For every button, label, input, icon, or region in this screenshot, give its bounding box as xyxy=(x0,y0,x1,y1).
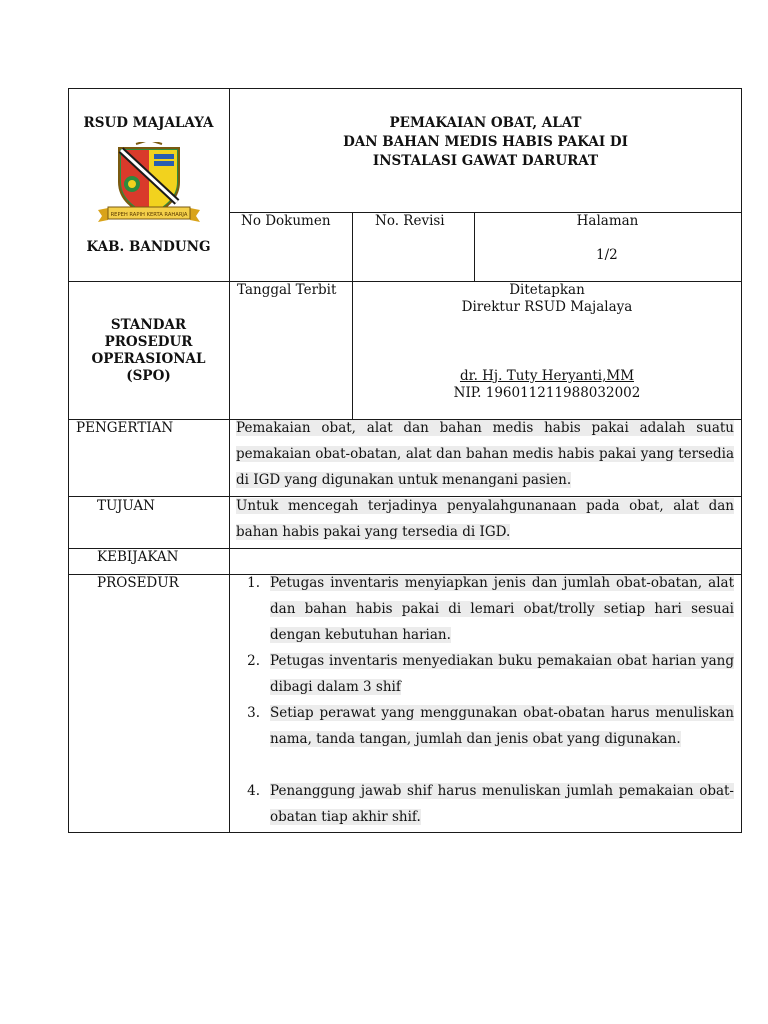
signer-nip: NIP. 196011211988032002 xyxy=(453,385,641,401)
spo-label-line-4: (SPO) xyxy=(126,368,171,384)
prosedur-label: PROSEDUR xyxy=(97,575,179,591)
prosedur-item-text: Petugas inventaris menyediakan buku pemakaian obat harian yang dibagi dalam 3 shif xyxy=(270,653,734,695)
document-title-line-2: DAN BAHAN MEDIS HABIS PAKAI DI xyxy=(343,134,628,150)
prosedur-item-text: Petugas inventaris menyiapkan jenis dan jumlah obat-obatan, alat dan bahan habis pakai di lemari obat/trolly setiap hari sesuai dengan kebutuhan harian. xyxy=(270,575,734,643)
prosedur-item-4 xyxy=(238,778,734,830)
border-top xyxy=(68,88,742,89)
spo-label-line-2: PROSEDUR xyxy=(104,334,193,350)
regency-name: KAB. BANDUNG xyxy=(86,239,211,255)
pengertian-label: PENGERTIAN xyxy=(76,420,174,436)
prosedur-item-1 xyxy=(238,570,734,648)
document-title-line-3: INSTALASI GAWAT DARURAT xyxy=(372,153,599,169)
spo-document xyxy=(68,88,742,833)
column-divider xyxy=(229,88,230,833)
border-right xyxy=(741,88,742,833)
spo-label-line-1: STANDAR xyxy=(110,317,187,333)
spo-label-line-3: OPERASIONAL xyxy=(91,351,206,367)
prosedur-item-number: 3. xyxy=(247,705,260,721)
prosedur-item-number: 4. xyxy=(247,783,260,799)
ditetapkan-label: Ditetapkan xyxy=(509,282,585,298)
no-dokumen-label: No Dokumen xyxy=(241,213,331,229)
pengertian-text xyxy=(236,415,734,493)
prosedur-item-number: 1. xyxy=(247,575,260,591)
kebijakan-label: KEBIJAKAN xyxy=(97,549,179,565)
halaman-value: 1/2 xyxy=(596,247,618,263)
prosedur-item-number: 2. xyxy=(247,653,260,669)
prosedur-item-2 xyxy=(238,648,734,700)
tanggal-terbit-label: Tanggal Terbit xyxy=(237,282,337,298)
tujuan-text xyxy=(236,493,734,545)
signer-name: dr. Hj. Tuty Heryanti,MM xyxy=(459,368,635,384)
tujuan-label: TUJUAN xyxy=(97,498,155,514)
direktur-title: Direktur RSUD Majalaya xyxy=(461,299,633,315)
prosedur-item-text: Setiap perawat yang menggunakan obat-obatan harus menuliskan nama, tanda tangan, jumlah dan jenis obat yang digunakan. xyxy=(270,705,734,747)
no-revisi-label: No. Revisi xyxy=(375,213,445,229)
border-bottom xyxy=(68,832,742,833)
pengertian-text-content: Pemakaian obat, alat dan bahan medis habis pakai adalah suatu pemakaian obat-obatan, alat dan bahan medis habis pakai yang tersedia di IGD yang digunakan untuk menangani pasien. xyxy=(236,420,734,488)
prosedur-item-3 xyxy=(238,700,734,778)
hospital-name: RSUD MAJALAYA xyxy=(83,115,214,131)
tujuan-text-content: Untuk mencegah terjadinya penyalahgunanaan pada obat, alat dan bahan habis pakai yang tersedia di IGD. xyxy=(236,498,734,540)
border-left xyxy=(68,88,69,833)
document-title-line-1: PEMAKAIAN OBAT, ALAT xyxy=(389,115,582,131)
emblem-motto: REPEH RAPIH KERTA RAHARJA xyxy=(110,212,188,218)
kabupaten-bandung-emblem xyxy=(96,142,202,224)
halaman-label: Halaman xyxy=(576,213,639,229)
prosedur-item-text: Penanggung jawab shif harus menuliskan jumlah pemakaian obat- obatan tiap akhir shif. xyxy=(270,783,734,825)
